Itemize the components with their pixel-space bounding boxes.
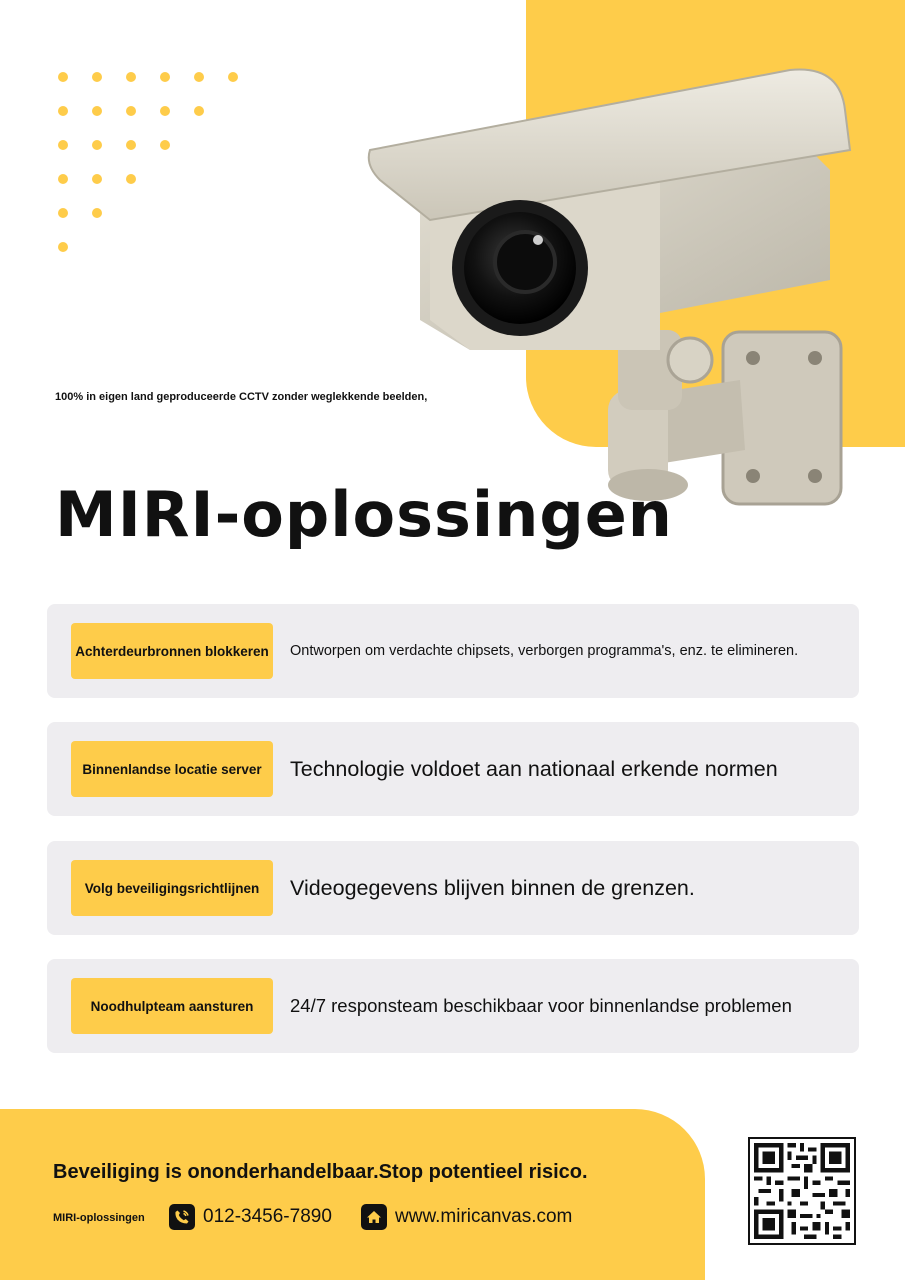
phone-contact: [169, 1204, 332, 1230]
feature-tag: Binnenlandse locatie server: [71, 741, 273, 797]
phone-number: 012-3456-7890: [203, 1206, 332, 1227]
feature-row-2: [47, 722, 859, 816]
website-contact: [361, 1204, 572, 1230]
page-title: MIRI-oplossingen: [55, 478, 673, 551]
feature-row-4: [47, 959, 859, 1053]
decorative-dots: [58, 72, 258, 272]
feature-description: Videogegevens blijven binnen de grenzen.: [290, 875, 695, 900]
feature-tag: Noodhulpteam aansturen: [71, 978, 273, 1034]
home-icon: [361, 1204, 387, 1230]
feature-description: Technologie voldoet aan nationaal erkende normen: [290, 756, 778, 781]
feature-description: 24/7 responsteam beschikbaar voor binnenlandse problemen: [290, 995, 792, 1016]
feature-tag: Volg beveiligingsrichtlijnen: [71, 860, 273, 916]
feature-description: Ontworpen om verdachte chipsets, verborgen programma's, enz. te elimineren.: [290, 643, 799, 659]
phone-icon: [169, 1204, 195, 1230]
qr-code: [748, 1137, 856, 1245]
feature-row-1: [47, 604, 859, 698]
footer-brand: MIRI-oplossingen: [53, 1212, 145, 1224]
footer-headline: Beveiliging is ononderhandelbaar.Stop potentieel risico.: [53, 1161, 588, 1183]
feature-tag: Achterdeurbronnen blokkeren: [71, 623, 273, 679]
footer-band: [0, 1109, 705, 1280]
cctv-camera-illustration: [360, 50, 860, 520]
feature-row-3: [47, 841, 859, 935]
tagline: 100% in eigen land geproduceerde CCTV zonder weglekkende beelden,: [55, 391, 428, 403]
website-url: www.miricanvas.com: [395, 1206, 573, 1227]
